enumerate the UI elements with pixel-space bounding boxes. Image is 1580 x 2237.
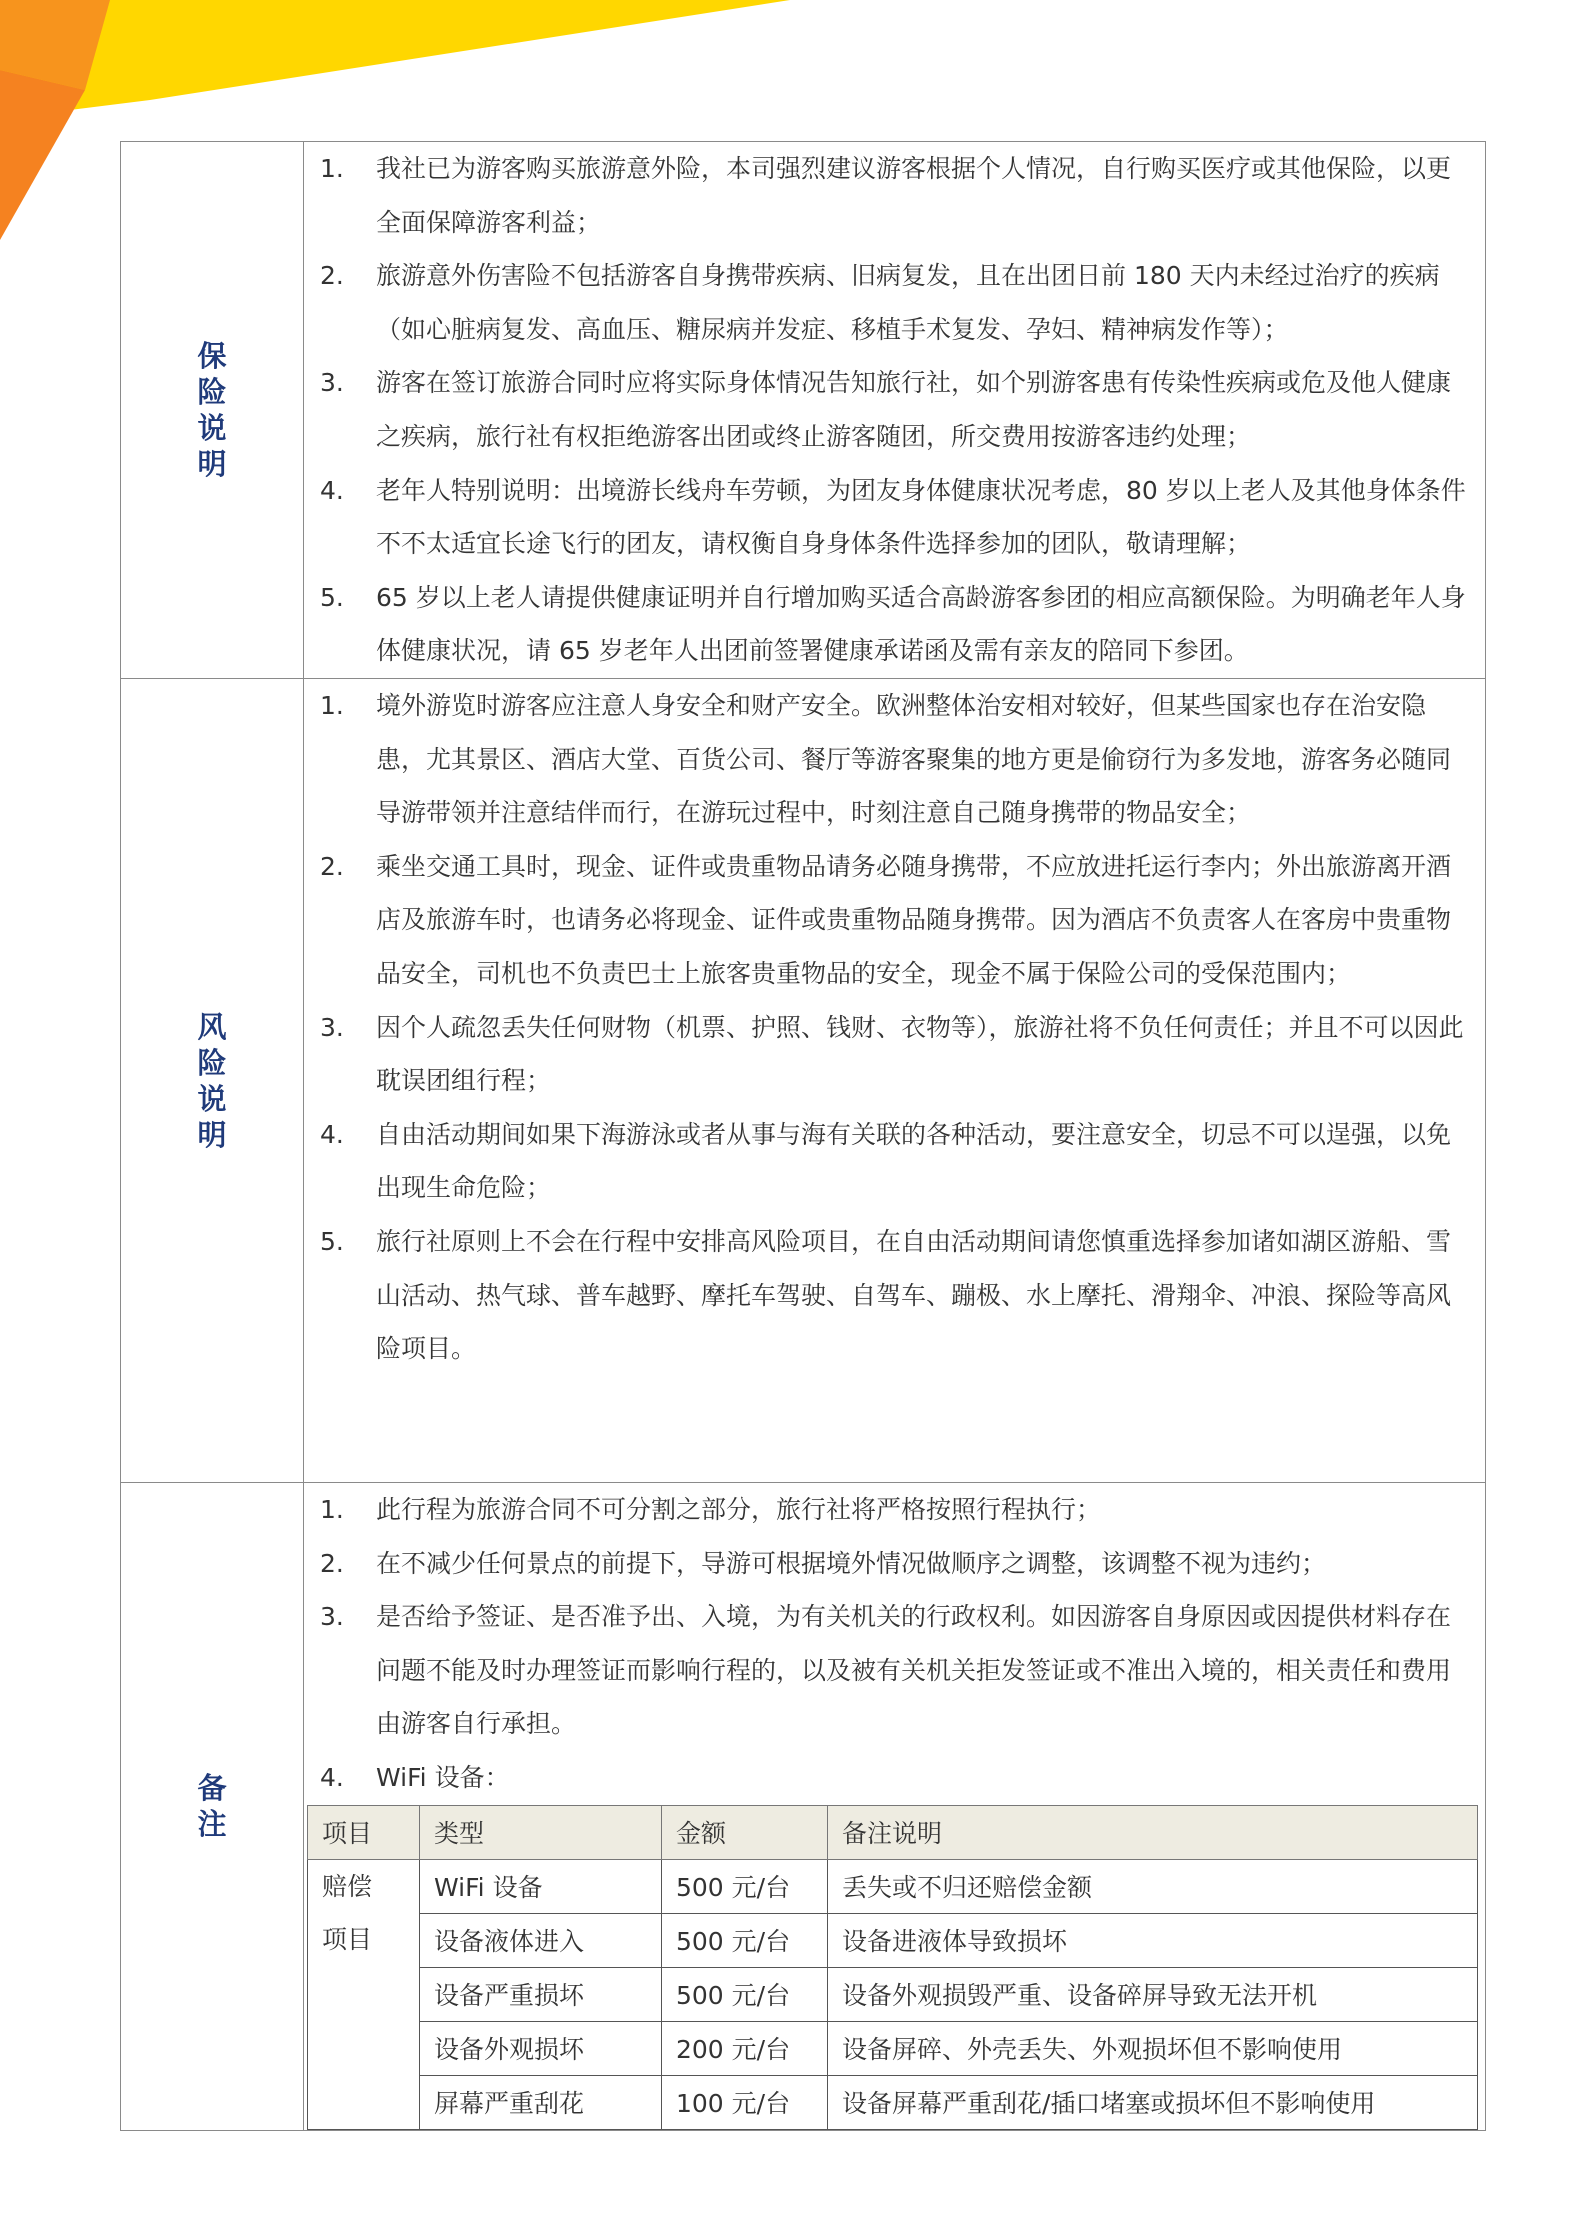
header-note: 备注说明 [828, 1805, 1478, 1859]
table-row [308, 1859, 1478, 1913]
insurance-list [320, 142, 1471, 678]
list-item: 3. 游客在签订旅游合同时应将实际身体情况告知旅行社，如个别游客患有传染性疾病或危及他人健康之疾病，旅行社有权拒绝游客出团或终止游客随团，所交费用按游客违约处理； [320, 368, 1452, 451]
notes-content [304, 1483, 1486, 2131]
table-row [308, 1913, 1478, 1967]
list-item: 1. 境外游览时游客应注意人身安全和财产安全。欧洲整体治安相对较好，但某些国家也存在治安隐患，尤其景区、酒店大堂、百货公司、餐厅等游客聚集的地方更是偷窃行为多发地，游客务必随同导游带领并注意结伴而行，在游玩过程中，时刻注意自己随身携带的物品安全； [320, 691, 1452, 828]
wifi-compensation-table [307, 1805, 1478, 2130]
cell-note: 设备外观损毁严重、设备碎屏导致无法开机 [828, 1967, 1478, 2021]
list-item: 4. 自由活动期间如果下海游泳或者从事与海有关联的各种活动，要注意安全，切忌不可以逞强，以免出现生命危险； [320, 1119, 1452, 1203]
notes-section-title: 备注 [197, 1771, 227, 1842]
risk-section [121, 679, 1486, 1483]
insurance-section [121, 142, 1486, 679]
cell-type: 屏幕严重刮花 [420, 2075, 662, 2129]
header-type: 类型 [420, 1805, 662, 1859]
insurance-content [304, 142, 1486, 679]
risk-section-title: 风险说明 [197, 1009, 227, 1152]
cell-amount: 500 元/台 [662, 1967, 828, 2021]
list-item: 2. 在不减少任何景点的前提下，导游可根据境外情况做顺序之调整，该调整不视为违约； [320, 1548, 1327, 1578]
compensation-item-cell: 赔偿 项目 [308, 1859, 420, 2129]
header-item: 项目 [308, 1805, 420, 1859]
list-item: 4. 老年人特别说明：出境游长线舟车劳顿，为团友身体健康状况考虑，80 岁以上老人及其他身体条件不不太适宜长途飞行的团友，请权衡自身身体条件选择参加的团队，敬请理解； [320, 475, 1466, 559]
cell-type: WiFi 设备 [420, 1859, 662, 1913]
risk-label-cell [121, 679, 304, 1483]
cell-type: 设备严重损坏 [420, 1967, 662, 2021]
cell-amount: 100 元/台 [662, 2075, 828, 2129]
list-item: 1. 我社已为游客购买旅游意外险，本司强烈建议游客根据个人情况，自行购买医疗或其他保险，以更全面保障游客利益； [320, 154, 1452, 237]
cell-note: 设备屏碎、外壳丢失、外观损坏但不影响使用 [828, 2021, 1478, 2075]
list-item: 3. 是否给予签证、是否准予出、入境，为有关机关的行政权利。如因游客自身原因或因提供材料存在问题不能及时办理签证而影响行程的，以及被有关机关拒发签证或不准出入境的，相关责任和费用由游客自行承担。 [320, 1602, 1452, 1739]
cell-amount: 500 元/台 [662, 1913, 828, 1967]
header-amount: 金额 [662, 1805, 828, 1859]
insurance-label-cell [121, 142, 304, 679]
list-item: 2. 乘坐交通工具时，现金、证件或贵重物品请务必随身携带，不应放进托运行李内；外出旅游离开酒店及旅游车时，也请务必将现金、证件或贵重物品随身携带。因为酒店不负责客人在客房中贵重物品安全，司机也不负责巴士上旅客贵重物品的安全，现金不属于保险公司的受保范围内； [320, 851, 1452, 988]
list-item: 3. 因个人疏忽丢失任何财物（机票、护照、钱财、衣物等），旅游社将不负任何责任；并且不可以因此耽误团组行程； [320, 1012, 1464, 1096]
risk-list [320, 679, 1471, 1376]
table-row [308, 2021, 1478, 2075]
notes-list [320, 1483, 1471, 1751]
insurance-section-title: 保险说明 [197, 339, 227, 481]
table-row [308, 1967, 1478, 2021]
wifi-heading: 4. WiFi 设备： [320, 1762, 510, 1792]
cell-note: 丢失或不归还赔偿金额 [828, 1859, 1478, 1913]
risk-content [304, 679, 1486, 1483]
list-item: 5. 65 岁以上老人请提供健康证明并自行增加购买适合高龄游客参团的相应高额保险。为明确老年人身体健康状况，请 65 岁老年人出团前签署健康承诺函及需有亲友的陪同下参团。 [320, 582, 1466, 666]
cell-note: 设备进液体导致损坏 [828, 1913, 1478, 1967]
cell-amount: 500 元/台 [662, 1859, 828, 1913]
notes-section [121, 1483, 1486, 2131]
orange-lower-shape [0, 70, 85, 240]
notes-label-cell [121, 1483, 304, 2131]
travel-info-table [120, 141, 1486, 2131]
list-item: 5. 旅行社原则上不会在行程中安排高风险项目，在自由活动期间请您慎重选择参加诸如湖区游船、雪山活动、热气球、普车越野、摩托车驾驶、自驾车、蹦极、水上摩托、滑翔伞、冲浪、探险等高风险项目。 [320, 1226, 1452, 1364]
list-item: 1. 此行程为旅游合同不可分割之部分，旅行社将严格按照行程执行； [320, 1495, 1102, 1524]
list-item: 2. 旅游意外伤害险不包括游客自身携带疾病、旧病复发，且在出团日前 180 天内未经过治疗的疾病（如心脏病复发、高血压、糖尿病并发症、移植手术复发、孕妇、精神病发作等）； [320, 261, 1440, 344]
cell-note: 设备屏幕严重刮花/插口堵塞或损坏但不影响使用 [828, 2075, 1478, 2129]
table-row [308, 2075, 1478, 2129]
cell-amount: 200 元/台 [662, 2021, 828, 2075]
cell-type: 设备外观损坏 [420, 2021, 662, 2075]
wifi-table-header [308, 1805, 1478, 1859]
cell-type: 设备液体进入 [420, 1913, 662, 1967]
